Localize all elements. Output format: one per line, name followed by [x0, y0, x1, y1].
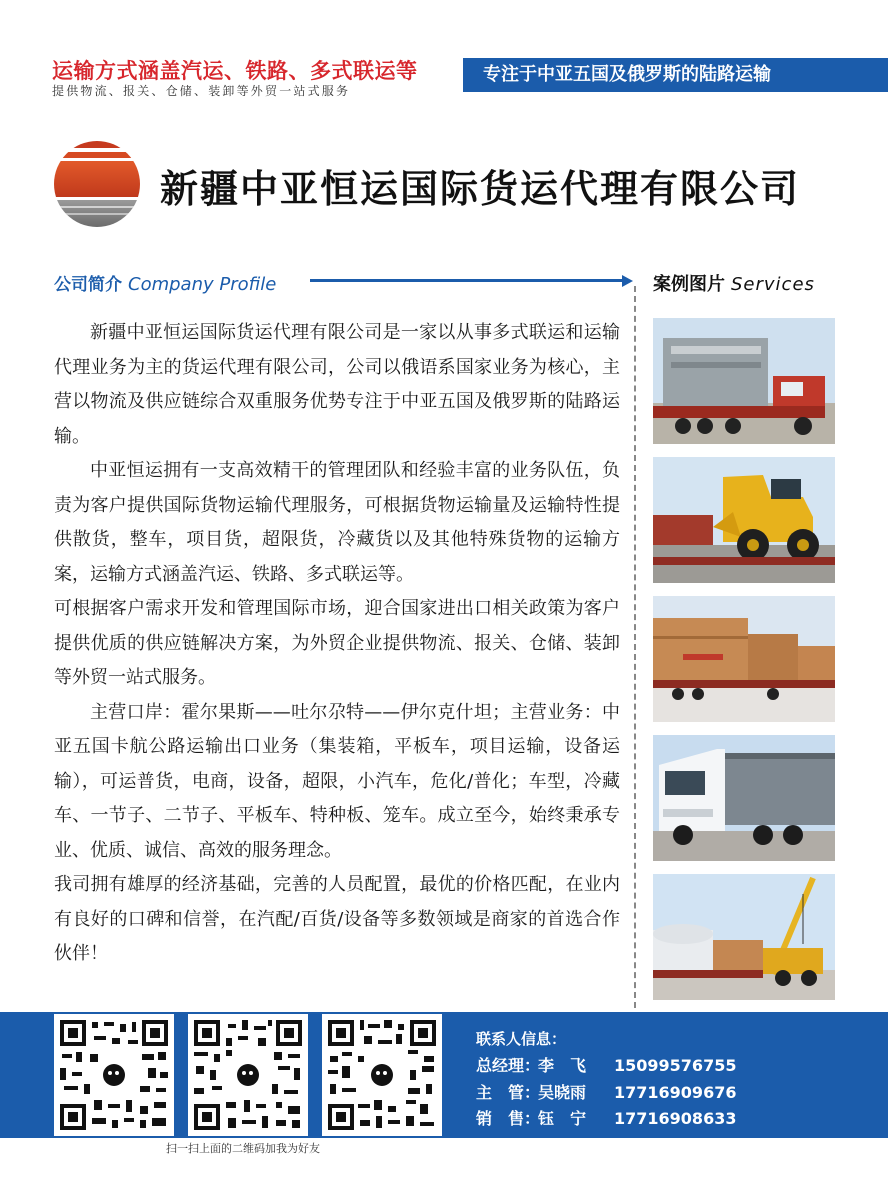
company-logo — [53, 140, 141, 228]
banner-subline: 提供物流、报关、仓储、装卸等外贸一站式服务 — [52, 84, 351, 98]
profile-body — [54, 316, 620, 972]
qr-code-2[interactable] — [188, 1014, 308, 1136]
contact-name: 李 飞 — [538, 1056, 587, 1075]
cases-heading-en: Services — [731, 274, 815, 295]
profile-heading — [54, 270, 276, 295]
profile-paragraph: 新疆中亚恒运国际货运代理有限公司是一家以从事多式联运和运输代理业务为主的货运代理有限公司，公司以俄语系国家业务为核心，主营以物流及供应链综合双重服务优势专注于中亚五国及俄罗斯的陆路运输。 — [54, 322, 620, 447]
profile-paragraph: 主营口岸：霍尔果斯——吐尔尕特——伊尔克什坦；主营业务：中亚五国卡航公路运输出口业务（集装箱，平板车，项目运输，设备运输），可运普货，电商，设备，超限，小汽车，危化/普化；车型，冷藏车、一节子、二节子、平板车、特种板、笼车。成立至今，始终秉承专业、优质、诚信、高效的服务理念。 — [54, 701, 620, 861]
cases-heading — [653, 270, 815, 296]
case-photo-transformer — [653, 318, 835, 444]
banner-slogan: 专注于中亚五国及俄罗斯的陆路运输 — [463, 58, 888, 92]
profile-heading-cn: 公司简介 — [54, 275, 122, 295]
contact-phone[interactable]: 15099576755 — [614, 1056, 737, 1075]
contact-role: 主 管： — [476, 1083, 541, 1102]
contact-name: 吴晓雨 — [538, 1083, 587, 1102]
qr-code-1[interactable] — [54, 1014, 174, 1136]
column-divider — [634, 286, 636, 1008]
contact-row — [476, 1080, 736, 1103]
banner-headline: 运输方式涵盖汽运、铁路、多式联运等 — [52, 59, 418, 83]
case-photo-loaders — [653, 457, 835, 583]
cases-heading-cn: 案例图片 — [653, 274, 725, 295]
contact-row — [476, 1053, 736, 1076]
qr-code-3[interactable] — [322, 1014, 442, 1136]
heading-arrow-icon — [622, 275, 633, 287]
profile-paragraph: 我司拥有雄厚的经济基础，完善的人员配置，最优的价格匹配，在业内有良好的口碑和信誉，在汽配/百货/设备等多数领域是商家的首选合作伙伴！ — [54, 874, 620, 964]
contact-row — [476, 1106, 736, 1129]
contact-title: 联系人信息： — [476, 1030, 567, 1048]
profile-heading-en: Company Profile — [128, 274, 277, 295]
contact-name: 钰 宁 — [538, 1109, 587, 1128]
case-photo-crates — [653, 596, 835, 722]
scan-hint: 扫一扫上面的二维码加我为好友 — [166, 1142, 320, 1155]
profile-paragraph: 可根据客户需求开发和管理国际市场，迎合国家进出口相关政策为客户提供优质的供应链解决方案，为外贸企业提供物流、报关、仓储、装卸等外贸一站式服务。 — [54, 598, 620, 688]
contact-role: 销 售： — [476, 1109, 541, 1128]
contact-phone[interactable]: 17716908633 — [614, 1109, 737, 1128]
case-photo-truck — [653, 735, 835, 861]
profile-paragraph: 中亚恒运拥有一支高效精干的管理团队和经验丰富的业务队伍，负责为客户提供国际货物运输代理服务，可根据货物运输量及运输特性提供散货，整车，项目货，超限货，冷藏货以及其他特殊货物的运输方案，运输方式涵盖汽运、铁路、多式联运等。 — [54, 460, 620, 585]
heading-rule — [310, 279, 622, 282]
contact-phone[interactable]: 17716909676 — [614, 1083, 737, 1102]
company-name: 新疆中亚恒运国际货运代理有限公司 — [160, 167, 801, 211]
contact-role: 总经理： — [476, 1056, 541, 1075]
case-photo-crane — [653, 874, 835, 1000]
